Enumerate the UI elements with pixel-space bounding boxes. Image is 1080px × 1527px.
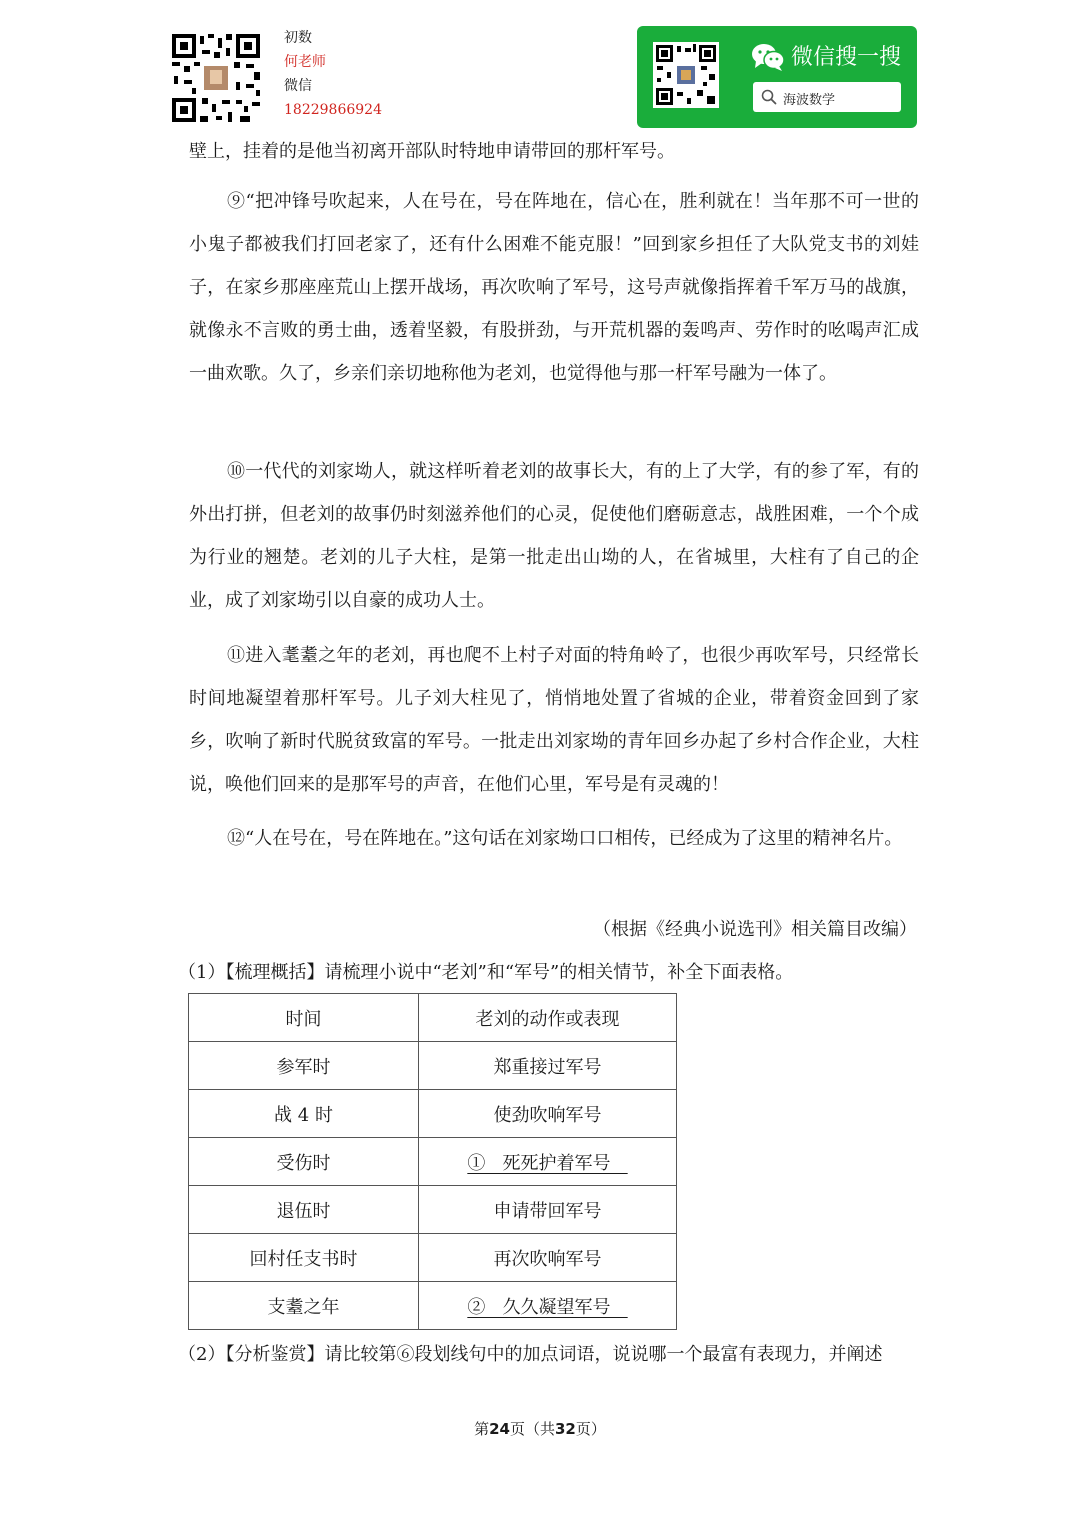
table-cell-time: 支耋之年 xyxy=(189,1282,419,1330)
question-2-prompt: （2）【分析鉴赏】请比较第⑥段划线句中的加点词语，说说哪一个最富有表现力，并阐述 xyxy=(178,1344,883,1365)
paragraph-11 xyxy=(189,634,919,806)
teacher-wechat-label: 微信 xyxy=(284,78,312,94)
plot-summary-table xyxy=(188,993,677,1330)
teacher-grade: 初数 xyxy=(284,30,312,46)
table-header-time: 时间 xyxy=(189,994,419,1042)
wechat-search-card[interactable] xyxy=(637,26,917,128)
answer-blank-2: ② 久久凝望军号 xyxy=(467,1296,628,1318)
wechat-icon xyxy=(751,42,785,72)
teacher-phone: 18229866924 xyxy=(284,102,382,118)
table-row xyxy=(189,1138,677,1186)
teacher-qr-code xyxy=(170,32,262,124)
table-cell-action: 再次吹响军号 xyxy=(419,1234,677,1282)
paragraph-10 xyxy=(189,450,919,622)
paragraph-12 xyxy=(189,817,919,860)
footer-suffix: 页） xyxy=(575,1420,606,1438)
paragraph-12-text: ⑫“人在号在，号在阵地在。”这句话在刘家坳口口相传，已经成为了这里的精神名片。 xyxy=(227,828,903,849)
table-row xyxy=(189,1042,677,1090)
table-cell-action xyxy=(419,1282,677,1330)
paragraph-continuation xyxy=(189,130,919,173)
table-row xyxy=(189,1282,677,1330)
wechat-search-box[interactable] xyxy=(753,82,901,112)
wechat-search-title: 微信搜一搜 xyxy=(791,45,902,70)
paragraph-8-end: 壁上，挂着的是他当初离开部队时特地申请带回的那杆军号。 xyxy=(189,141,675,162)
paragraph-11-text: ⑪进入耄耋之年的老刘，再也爬不上村子对面的特角岭了，也很少再吹军号，只经常长时间地凝望着那杆军号。儿子刘大柱见了，悄悄地处置了省城的企业，带着资金回到了家乡，吹响了新时代脱贫致富的军号。一批走出刘家坳的青年回乡办起了乡村合作企业，大柱说，唤他们回来的是那军号的声音，在他们心里，军号是有灵魂的！ xyxy=(189,645,919,795)
table-row xyxy=(189,1186,677,1234)
table-cell-time: 退伍时 xyxy=(189,1186,419,1234)
paragraph-10-text: ⑩一代代的刘家坳人，就这样听着老刘的故事长大，有的上了大学，有的参了军，有的外出打拼，但老刘的故事仍时刻滋养他们的心灵，促使他们磨砺意志，战胜困难，一个个成为行业的翘楚。老刘的儿子大柱，是第一批走出山坳的人，在省城里，大柱有了自己的企业，成了刘家坳引以自豪的成功人士。 xyxy=(189,461,919,611)
table-header-action: 老刘的动作或表现 xyxy=(419,994,677,1042)
table-cell-time: 参军时 xyxy=(189,1042,419,1090)
table-cell-action: 使劲吹响军号 xyxy=(419,1090,677,1138)
page-number: 24 xyxy=(489,1420,510,1438)
table-cell-action: 郑重接过军号 xyxy=(419,1042,677,1090)
teacher-name: 何老师 xyxy=(284,54,326,70)
teacher-contact xyxy=(284,26,382,122)
table-cell-time: 受伤时 xyxy=(189,1138,419,1186)
footer-middle: 页（共 xyxy=(509,1420,555,1438)
page-total: 32 xyxy=(555,1420,576,1438)
wechat-search-text: 海波数学 xyxy=(783,93,836,108)
table-cell-time: 战 4 时 xyxy=(189,1090,419,1138)
paragraph-9-text: ⑨“把冲锋号吹起来，人在号在，号在阵地在，信心在，胜利就在！当年那不可一世的小鬼子都被我们打回老家了，还有什么困难不能克服！”回到家乡担任了大队党支书的刘娃子，在家乡那座座荒山上摆开战场，再次吹响了军号，这号声就像指挥着千军万马的战旗，就像永不言败的勇士曲，透着坚毅，有股拼劲，与开荒机器的轰鸣声、劳作时的吆喝声汇成一曲欢歌。久了，乡亲们亲切地称他为老刘，也觉得他与那一杆军号融为一体了。 xyxy=(189,191,919,384)
page-footer xyxy=(0,1418,1080,1439)
table-row xyxy=(189,1234,677,1282)
table-cell-action xyxy=(419,1138,677,1186)
answer-blank-1: ① 死死护着军号 xyxy=(467,1152,628,1174)
wechat-qr-code xyxy=(653,42,719,108)
search-icon xyxy=(761,89,777,105)
table-header-row xyxy=(189,994,677,1042)
table-cell-action: 申请带回军号 xyxy=(419,1186,677,1234)
source-note: （根据《经典小说选刊》相关篇目改编） xyxy=(593,919,917,940)
table-cell-time: 回村任支书时 xyxy=(189,1234,419,1282)
question-1-prompt: （1）【梳理概括】请梳理小说中“老刘”和“军号”的相关情节，补全下面表格。 xyxy=(178,962,794,983)
footer-prefix: 第 xyxy=(474,1420,490,1438)
paragraph-9 xyxy=(189,180,919,395)
table-row xyxy=(189,1090,677,1138)
